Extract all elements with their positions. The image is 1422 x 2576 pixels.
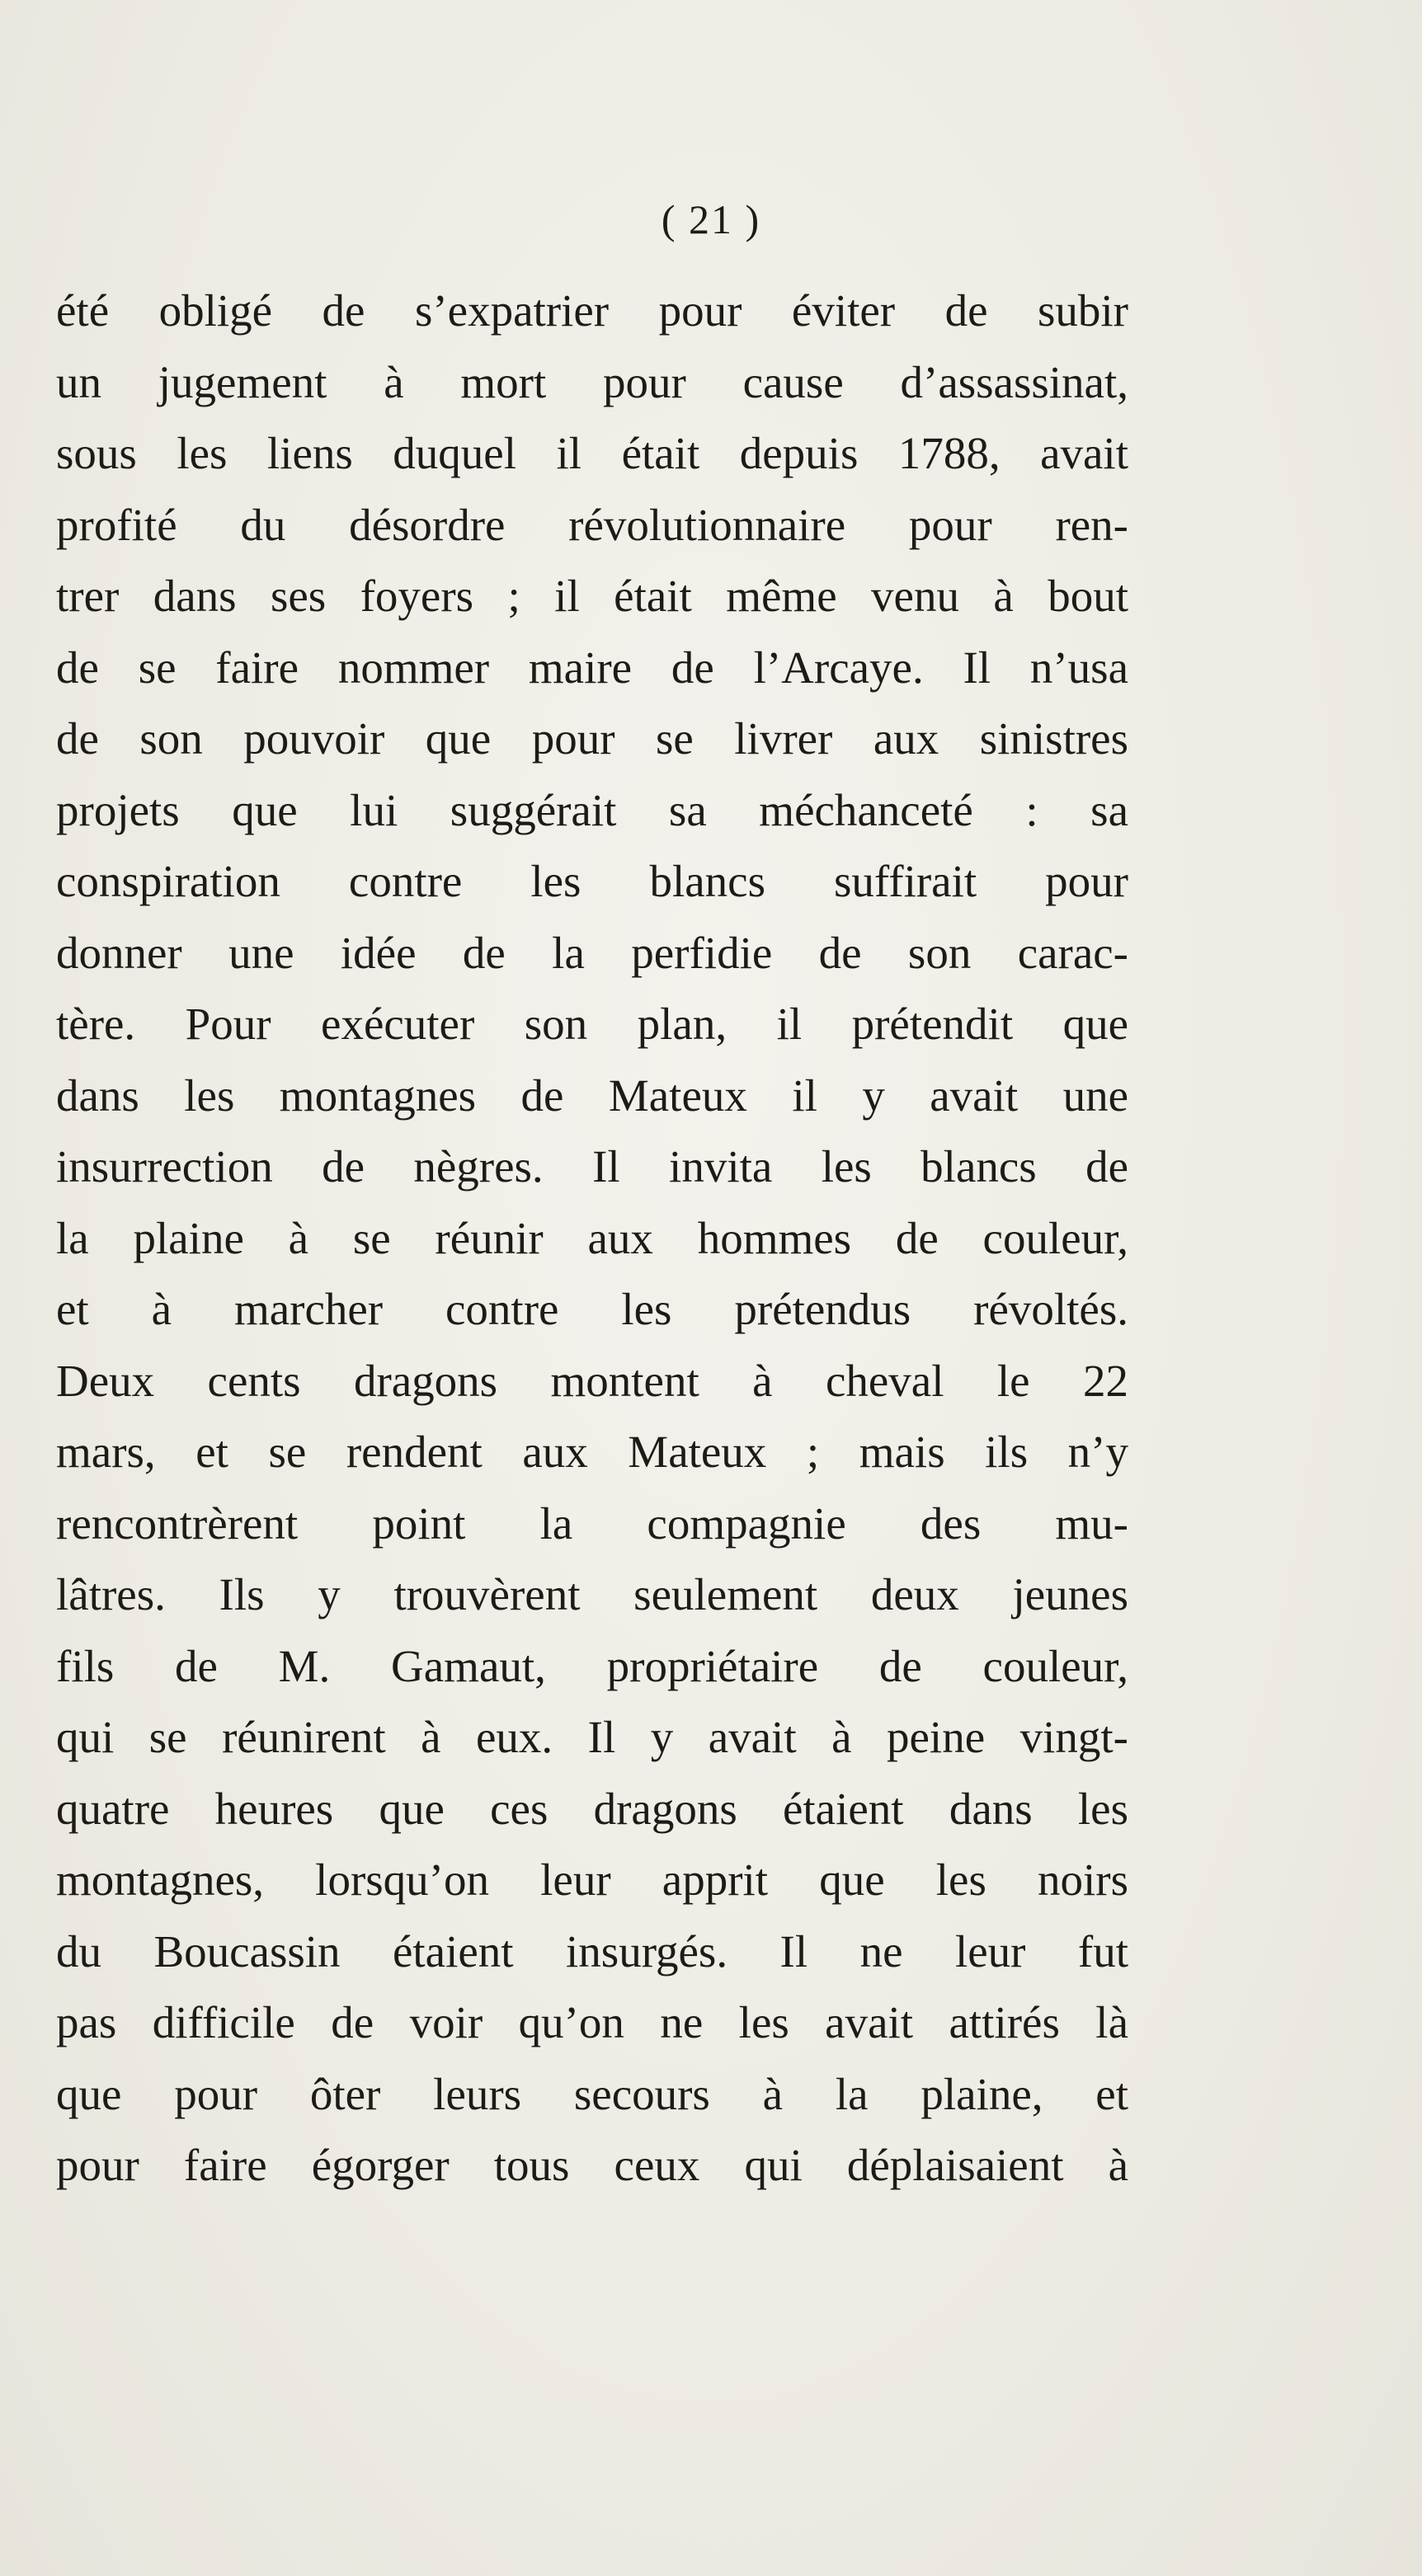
text-line: de son pouvoir que pour se livrer aux sinistres (56, 713, 1128, 764)
body-text (56, 275, 1128, 2202)
text-line: mars, et se rendent aux Mateux ; mais ils n’y (56, 1427, 1128, 1477)
text-line: de se faire nommer maire de l’Arcaye. Il n’usa (56, 642, 1128, 693)
text-line: trer dans ses foyers ; il était même venu à bout (56, 571, 1128, 621)
text-line: et à marcher contre les prétendus révoltés. (56, 1284, 1128, 1334)
text-line: été obligé de s’expatrier pour éviter de subir (56, 285, 1128, 336)
text-line: que pour ôter leurs secours à la plaine, et (56, 2068, 1128, 2119)
text-line: projets que lui suggérait sa méchanceté : sa (56, 784, 1128, 835)
text-line: un jugement à mort pour cause d’assassinat, (56, 356, 1128, 407)
text-line: profité du désordre révolutionnaire pour ren- (56, 499, 1128, 550)
text-line: qui se réunirent à eux. Il y avait à peine vingt- (56, 1712, 1128, 1762)
text-line: du Boucassin étaient insurgés. Il ne leur fut (56, 1925, 1128, 1977)
text-line: donner une idée de la perfidie de son carac- (56, 927, 1128, 978)
text-line: tère. Pour exécuter son plan, il prétendit que (56, 999, 1128, 1049)
text-line: fils de M. Gamaut, propriétaire de couleur, (56, 1640, 1128, 1691)
text-line: pour faire égorger tous ceux qui déplaisaient à (56, 2140, 1128, 2190)
text-line: lâtres. Ils y trouvèrent seulement deux jeunes (56, 1569, 1128, 1619)
text-line: Deux cents dragons montent à cheval le 22 (56, 1355, 1128, 1406)
text-line: la plaine à se réunir aux hommes de couleur, (56, 1212, 1128, 1263)
text-line: sous les liens duquel il était depuis 1788, avait (56, 428, 1128, 478)
text-line: dans les montagnes de Mateux il y avait une (56, 1069, 1128, 1121)
text-line: quatre heures que ces dragons étaient dans les (56, 1783, 1128, 1834)
page-number: ( 21 ) (661, 196, 761, 242)
text-line: montagnes, lorsqu’on leur apprit que les noirs (56, 1854, 1128, 1905)
text-line: pas difficile de voir qu’on ne les avait attirés là (56, 1997, 1128, 2047)
text-line: conspiration contre les blancs suffirait pour (56, 856, 1128, 906)
text-line: insurrection de nègres. Il invita les blancs de (56, 1141, 1128, 1192)
text-line: rencontrèrent point la compagnie des mu- (56, 1497, 1128, 1549)
